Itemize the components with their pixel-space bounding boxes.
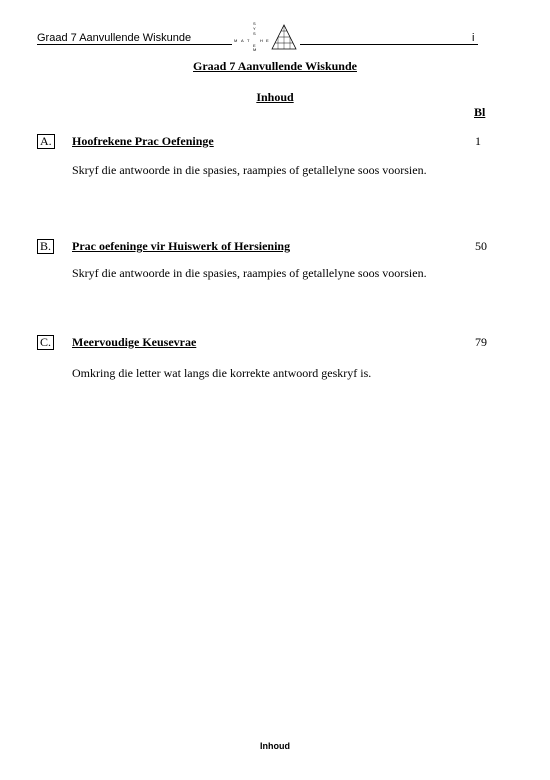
section-title[interactable]: Meervoudige Keusevrae <box>72 335 197 349</box>
svg-text:M: M <box>234 38 238 43</box>
section-description: Skryf die antwoorde in die spasies, raampies of getallelyne soos voorsien. <box>72 266 427 280</box>
toc-heading: Inhoud <box>256 90 294 104</box>
document-title: Graad 7 Aanvullende Wiskunde <box>193 59 357 73</box>
section-title[interactable]: Prac oefeninge vir Huiswerk of Hersiening <box>72 239 291 253</box>
svg-text:M: M <box>253 47 257 52</box>
section-letter: C. <box>37 335 54 350</box>
svg-text:S: S <box>253 31 256 36</box>
header-rule-left <box>37 44 232 45</box>
svg-text:Y: Y <box>253 26 256 31</box>
svg-text:H: H <box>260 38 263 43</box>
header-title: Graad 7 Aanvullende Wiskunde <box>37 32 192 44</box>
svg-text:T: T <box>247 38 250 43</box>
header-rule-right <box>300 44 478 45</box>
header-page-number: i <box>472 32 475 44</box>
section-page-number: 50 <box>475 239 487 253</box>
section-description: Omkring die letter wat langs die korrekte antwoord geskryf is. <box>72 366 372 380</box>
svg-text:A: A <box>241 38 244 43</box>
page-footer: Inhoud <box>260 741 290 751</box>
svg-text:E: E <box>266 38 269 43</box>
svg-text:E: E <box>253 43 256 48</box>
section-page-number: 79 <box>475 335 487 349</box>
section-title[interactable]: Hoofrekene Prac Oefeninge <box>72 134 214 148</box>
section-letter: B. <box>37 239 54 254</box>
page-column-heading: Bl <box>474 105 486 119</box>
pyramid-logo-icon <box>230 20 300 52</box>
svg-text:S: S <box>253 21 256 26</box>
section-description: Skryf die antwoorde in die spasies, raampies of getallelyne soos voorsien. <box>72 163 427 177</box>
section-letter: A. <box>37 134 55 149</box>
section-page-number: 1 <box>475 134 481 148</box>
